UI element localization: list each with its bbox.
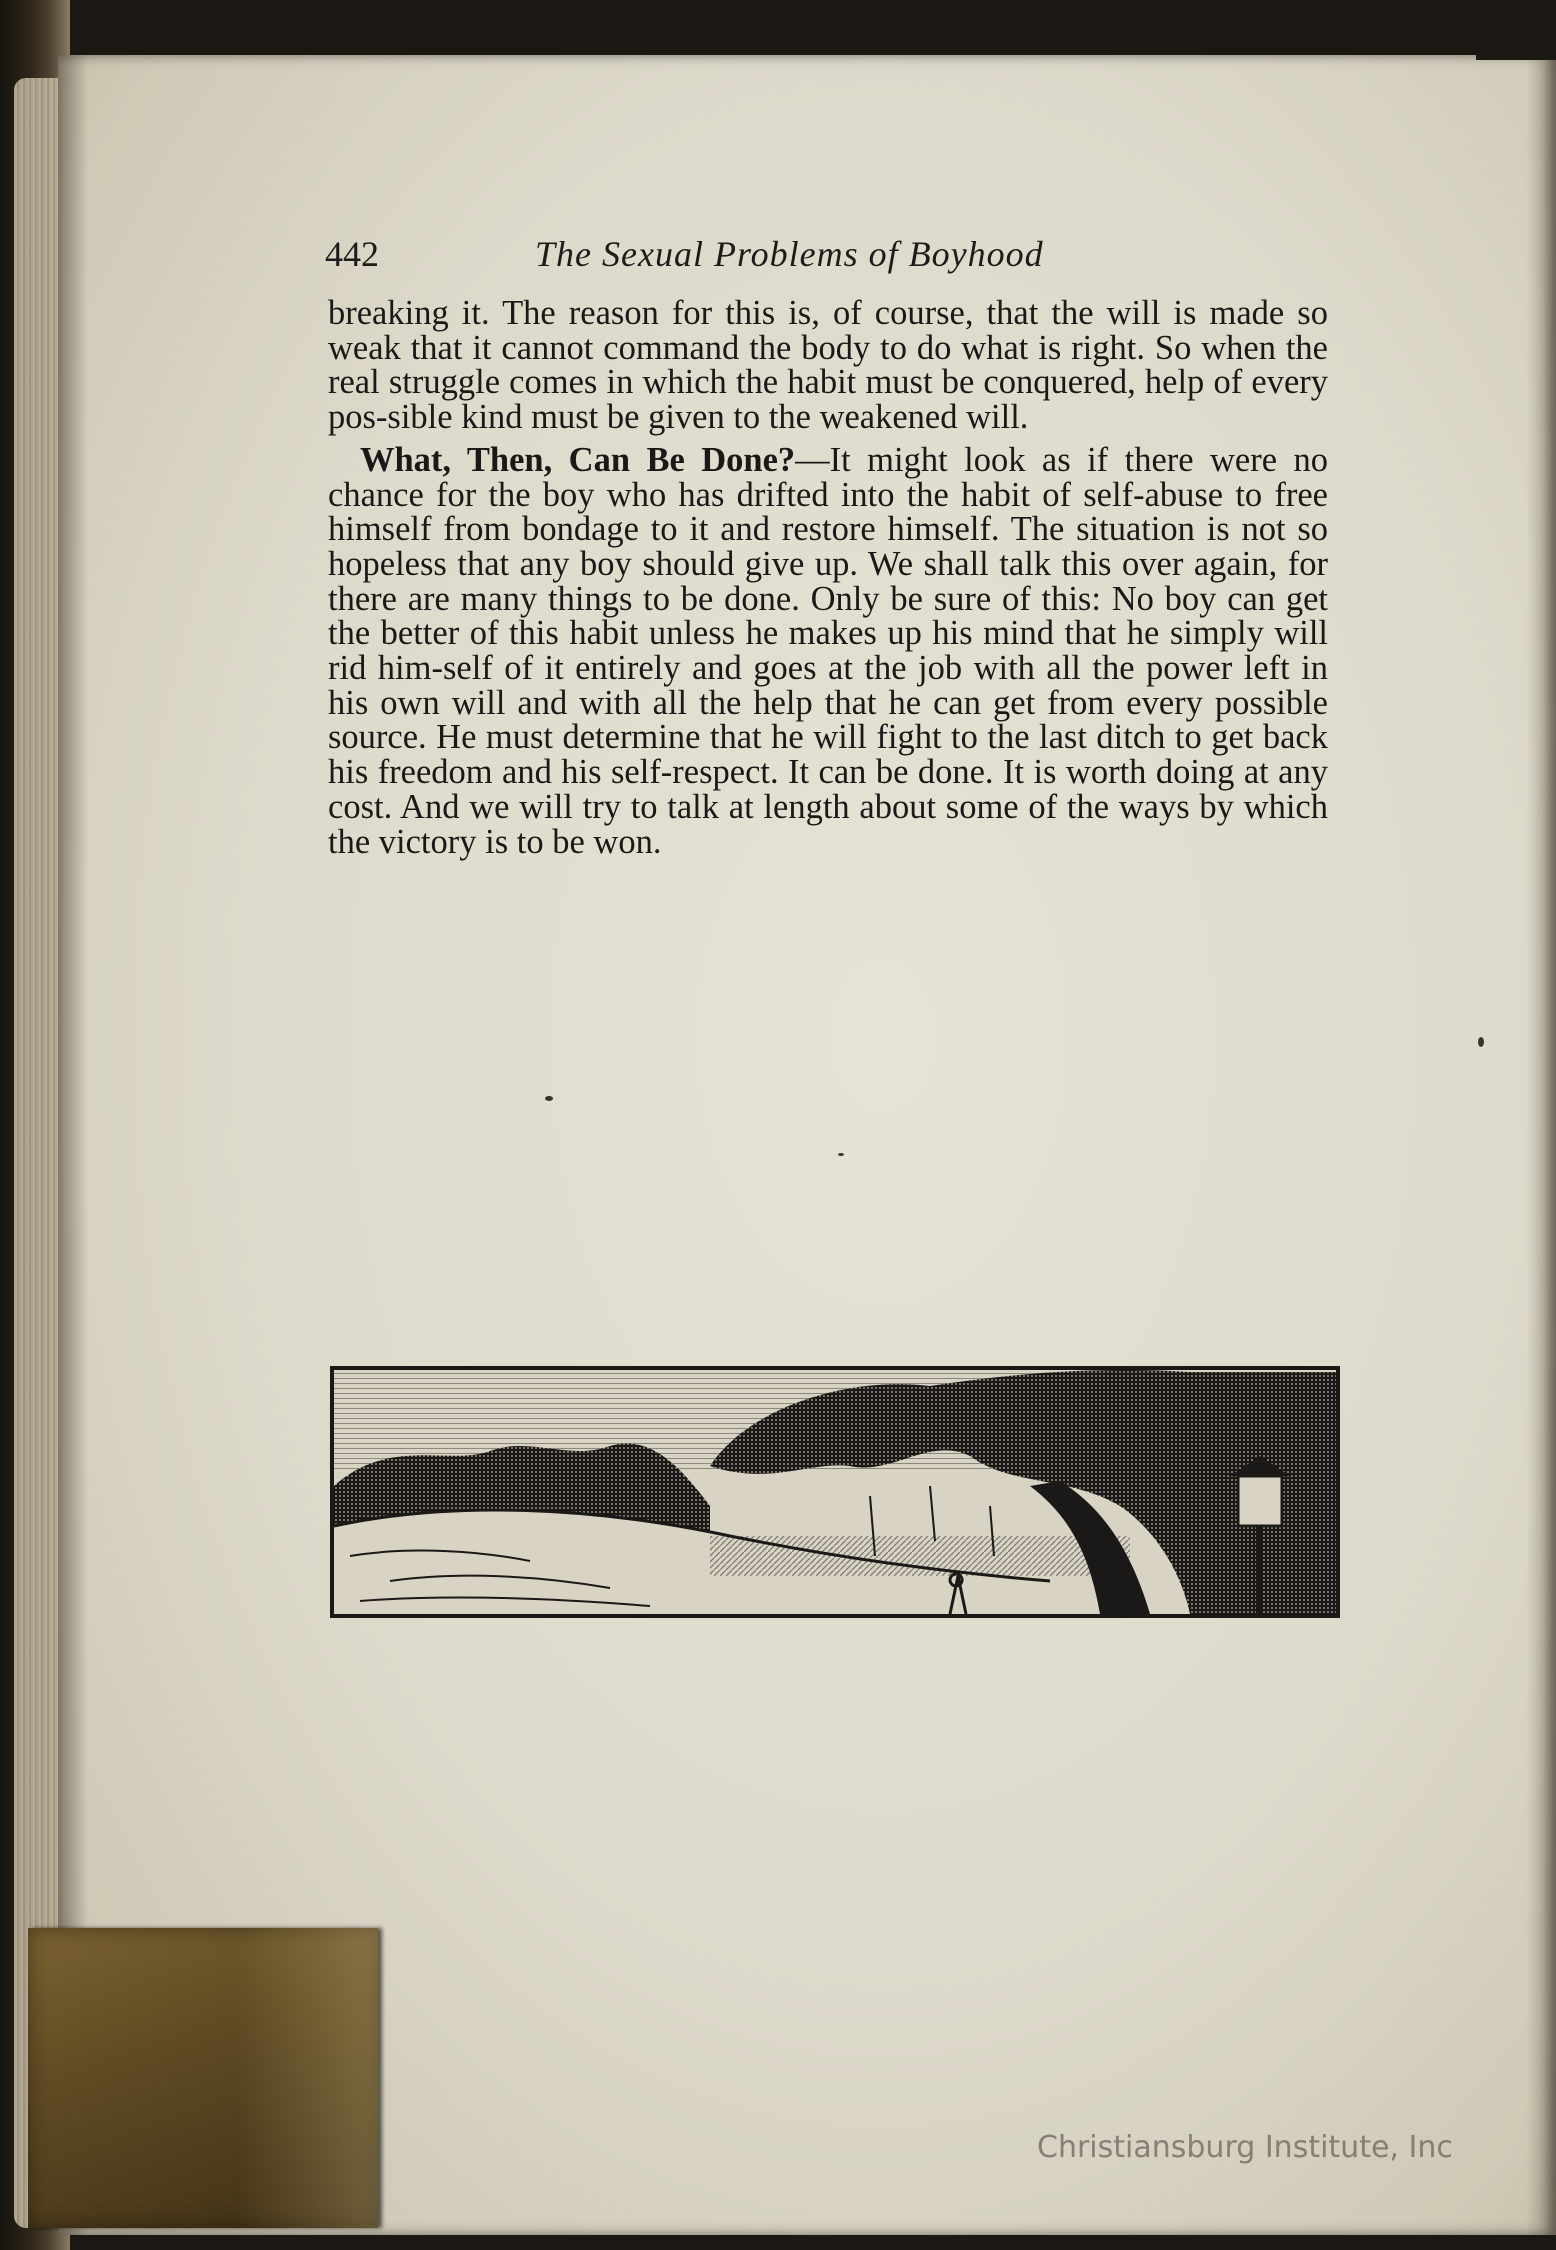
paragraph-1: breaking it. The reason for this is, of course, that the will is made so weak that it cannot command the body to do what is right. So when the real struggle comes in which the habit must be conquered, help of every pos-sible kind must be given to the weakened will. (328, 294, 1328, 437)
landscape-illustration (330, 1366, 1340, 1618)
body-text (328, 296, 1328, 859)
water (710, 1536, 1130, 1576)
birdhouse (1238, 1476, 1282, 1526)
paper-speck (1478, 1037, 1484, 1047)
thumb-index-tab (28, 1928, 378, 2228)
birdhouse-post (1256, 1526, 1262, 1614)
watermark: Christiansburg Institute, Inc (1037, 2130, 1453, 2165)
running-head (325, 233, 1325, 283)
paragraph-2-text: —It might look as if there were no chance for the boy who has drifted into the habit of self-abuse to free himself from bondage to it and restore himself. The situation is not so hopeless that any boy should give up. We shall talk this over again, for there are many things to be done. Only be sure of this: No boy can get the better of this habit unless he makes up his mind that he simply will rid him-self of it entirely and goes at the job with all the power left in his own will and with all the help that he can get from every possible source. He must determine that he will fight to the last ditch to get back his freedom and his self-respect. It can be done. It is worth doing at any cost. And we will try to talk at length about some of the ways by which the victory is to be won. (328, 440, 1328, 861)
page-stack-edges (14, 78, 62, 2228)
paragraph-2 (328, 440, 1328, 861)
paper-speck (545, 1096, 553, 1101)
engraving-svg (330, 1366, 1340, 1618)
top-right-corner-shadow (1476, 0, 1556, 60)
book-title: The Sexual Problems of Boyhood (535, 234, 1044, 274)
section-heading: What, Then, Can Be Done? (360, 440, 796, 479)
page-number: 442 (325, 234, 379, 274)
paper-speck (838, 1153, 844, 1156)
